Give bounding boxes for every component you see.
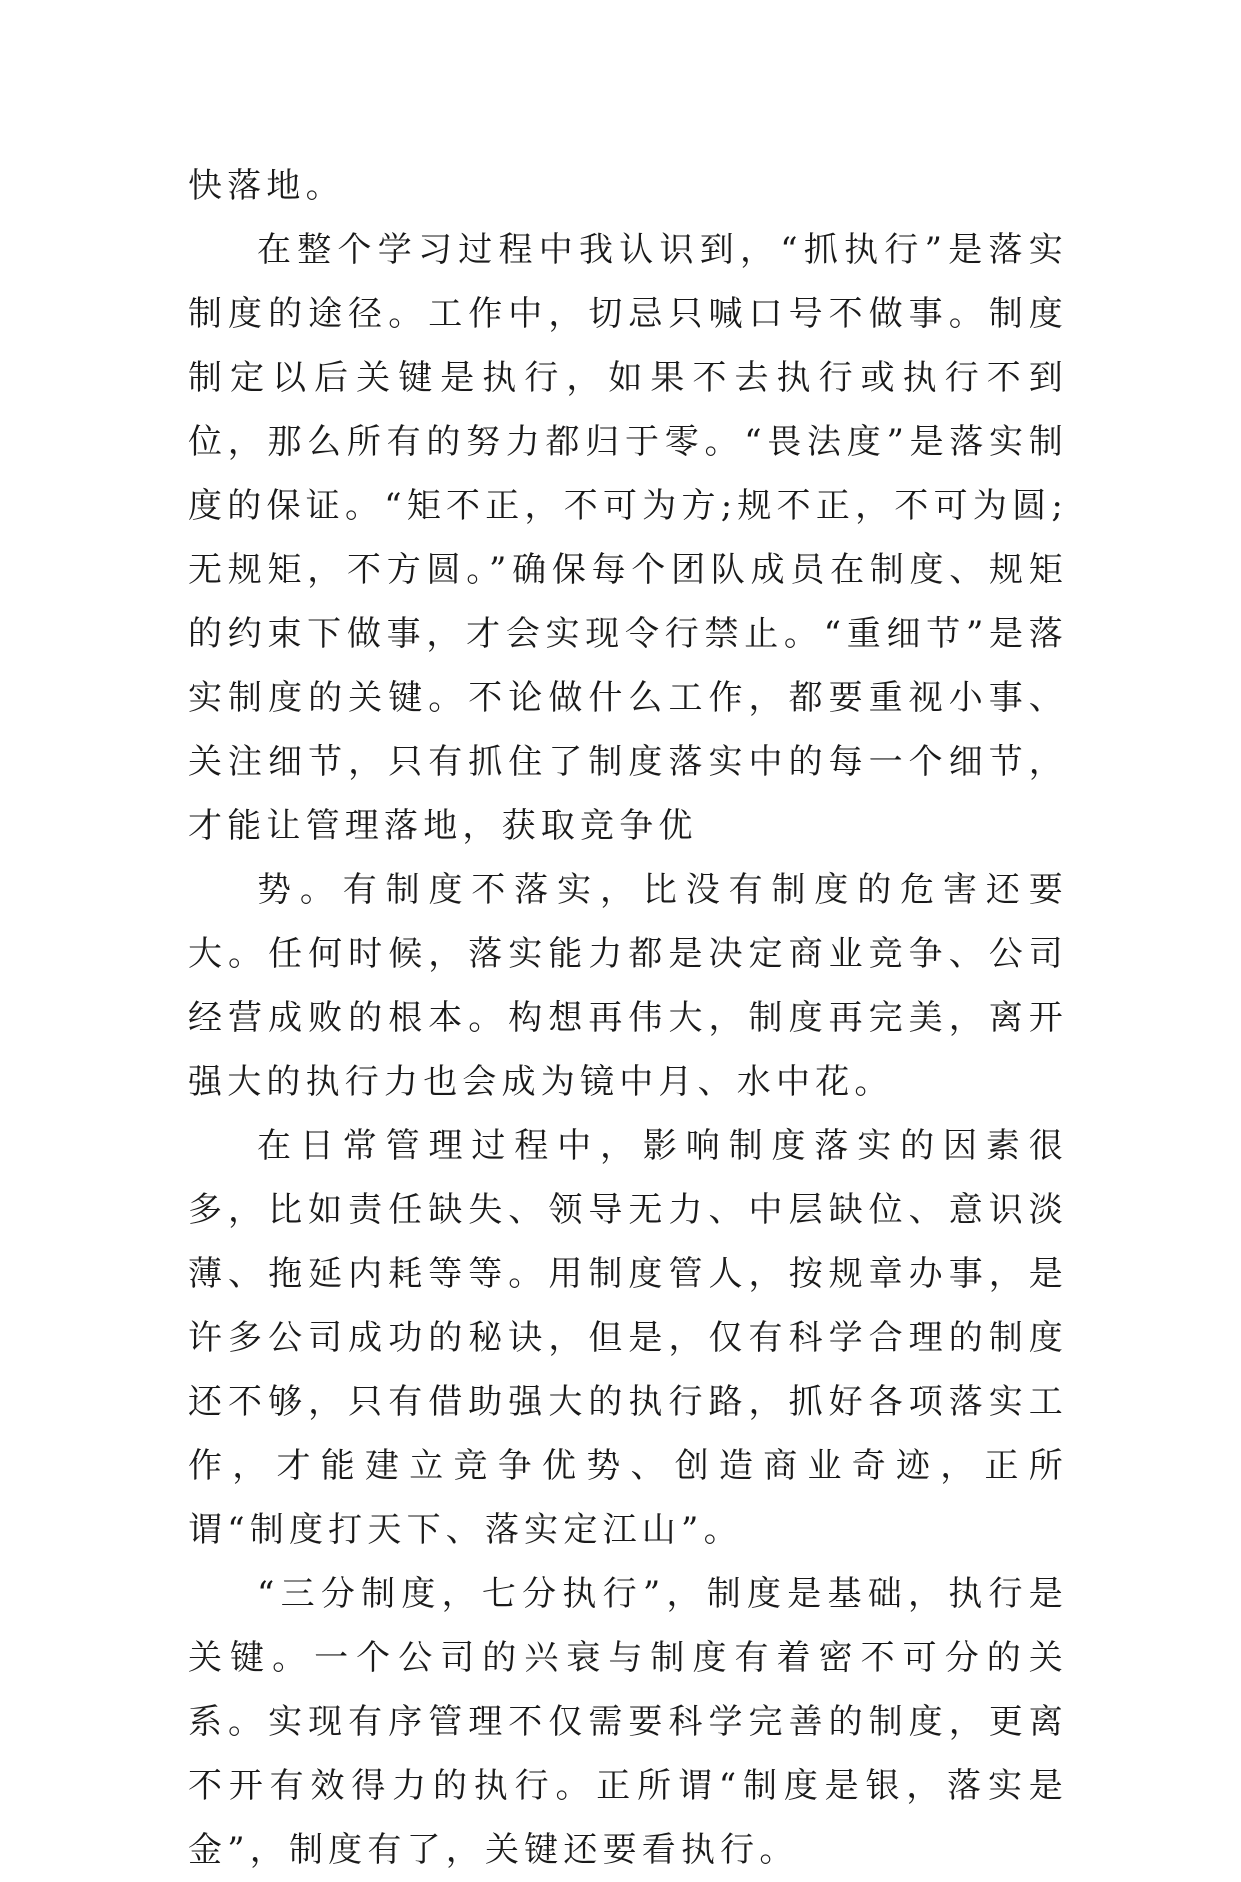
paragraph-2: 在整个学习过程中我认识到，“抓执行”是落实制度的途径。工作中，切忌只喊口号不做事。制度制定以后关键是执行，如果不去执行或执行不到位，那么所有的努力都归于零。“畏法度”是落实制度的保证。“矩不正，不可为方;规不正，不可为圆;无规矩，不方圆。”确保每个团队成员在制度、规矩的约束下做事，才会实现令行禁止。“重细节”是落实制度的关键。不论做什么工作，都要重视小事、关注细节，只有抓住了制度落实中的每一个细节，才能让管理落地，获取竞争优 [188, 230, 1068, 846]
paragraph-3: 势。有制度不落实，比没有制度的危害还要大。任何时候，落实能力都是决定商业竞争、公司经营成败的根本。构想再伟大，制度再完美，离开强大的执行力也会成为镜中月、水中花。 [188, 870, 1068, 1102]
paragraph-5: “三分制度，七分执行”，制度是基础，执行是关键。一个公司的兴衰与制度有着密不可分的关系。实现有序管理不仅需要科学完善的制度，更离不开有效得力的执行。正所谓“制度是银，落实是金”，制度有了，关键还要看执行。 [188, 1574, 1068, 1870]
paragraph-1: 快落地。 [188, 166, 345, 206]
paragraph-4: 在日常管理过程中，影响制度落实的因素很多，比如责任缺失、领导无力、中层缺位、意识淡薄、拖延内耗等等。用制度管人，按规章办事，是许多公司成功的秘诀，但是，仅有科学合理的制度还不够，只有借助强大的执行路，抓好各项落实工作，才能建立竞争优势、创造商业奇迹，正所谓“制度打天下、落实定江山”。 [188, 1126, 1068, 1550]
document-body [188, 154, 1068, 1882]
